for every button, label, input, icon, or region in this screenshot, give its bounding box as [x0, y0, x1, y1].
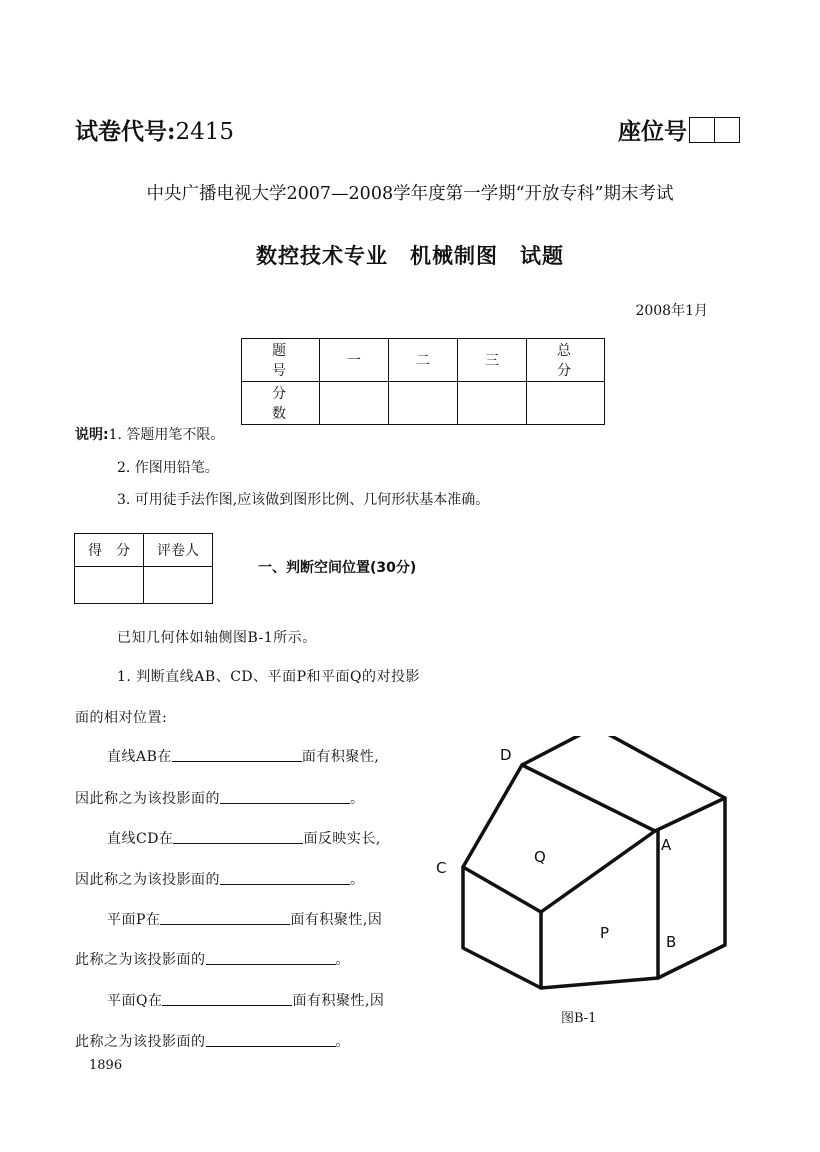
question-text: 面的相对位置: [75, 710, 168, 726]
exam-code-label: 试卷代号: [75, 118, 176, 145]
answer-blank[interactable] [173, 829, 303, 844]
section-heading: 一、判断空间位置(30分) [258, 560, 417, 576]
table-cell: 一 [320, 339, 389, 382]
figure-label-a: A [661, 836, 672, 854]
fill-text: 平面P在 [107, 912, 161, 928]
fill-text: 。 [350, 872, 365, 888]
fill-line [75, 1031, 350, 1051]
question-text: 1. 判断直线AB、CD、平面P和平面Q的对投影 [117, 669, 421, 685]
table-cell: 三 [458, 339, 527, 382]
answer-blank[interactable] [206, 950, 336, 965]
fill-line [75, 788, 365, 808]
fill-text: 。 [335, 952, 350, 968]
figure-label-p: P [600, 924, 610, 942]
figure-label-q: Q [534, 848, 546, 866]
table-cell: 总 分 [527, 339, 605, 382]
page-number: 1896 [89, 1058, 123, 1073]
fill-text: 直线CD在 [107, 831, 174, 847]
score-input-cell[interactable] [389, 382, 458, 425]
score-input-cell[interactable] [527, 382, 605, 425]
table-cell: 得 分 [75, 534, 144, 567]
note-prefix: 说明: [75, 427, 109, 443]
fill-line [107, 990, 384, 1010]
grader-input-cell[interactable] [144, 567, 213, 604]
exam-code-value: 2415 [175, 119, 235, 145]
seat-box[interactable] [690, 118, 714, 142]
figure-caption: 图B-1 [561, 1011, 597, 1026]
fill-line [107, 909, 382, 929]
score-table [241, 338, 609, 425]
answer-blank[interactable] [206, 1032, 336, 1047]
answer-blank[interactable] [172, 747, 302, 762]
seat-label: 座位号 [618, 118, 687, 145]
grader-table [74, 533, 213, 604]
figure-edge [595, 736, 725, 798]
exam-subtitle: 中央广播电视大学2007—2008学年度第一学期“开放专科”期末考试 [146, 184, 674, 204]
score-input-cell[interactable] [458, 382, 527, 425]
figure-label-d: D [500, 746, 512, 764]
table-row [75, 534, 213, 567]
answer-blank[interactable] [160, 910, 290, 925]
fill-line [75, 949, 350, 969]
table-row [242, 382, 605, 425]
figure-label-c: C [436, 859, 447, 877]
fill-text: 。 [350, 791, 365, 807]
exam-code [75, 113, 234, 146]
table-cell: 题 号 [242, 339, 320, 382]
fill-text: 面有积聚性,因 [290, 912, 383, 928]
table-cell: 评卷人 [144, 534, 213, 567]
figure-edge [655, 798, 725, 831]
answer-blank[interactable] [220, 789, 350, 804]
seat-number [618, 113, 740, 146]
score-input-cell[interactable] [320, 382, 389, 425]
score-input-cell[interactable] [75, 567, 144, 604]
exam-date: 2008年1月 [635, 303, 708, 319]
fill-text: 面有积聚性, [301, 749, 380, 765]
fill-text: 面有积聚性,因 [292, 993, 385, 1009]
fill-text: 此称之为该投影面的 [75, 952, 206, 968]
fill-text: 平面Q在 [107, 993, 163, 1009]
figure-edge [522, 765, 655, 831]
section-intro: 已知几何体如轴侧图B-1所示。 [117, 630, 317, 646]
fill-text: 直线AB在 [107, 749, 172, 765]
fill-text: 面反映实长, [303, 831, 381, 847]
table-row [242, 339, 605, 382]
answer-blank[interactable] [162, 991, 292, 1006]
figure-edge [541, 831, 655, 912]
exam-title: 数控技术专业 机械制图 试题 [256, 244, 564, 268]
fill-text: 因此称之为该投影面的 [75, 791, 220, 807]
table-cell: 分 数 [242, 382, 320, 425]
note-item: 2. 作图用铅笔。 [117, 460, 219, 476]
fill-text: 因此称之为该投影面的 [75, 872, 220, 888]
fill-text: 。 [335, 1034, 350, 1050]
figure-outline [463, 736, 725, 988]
note-item: 3. 可用徒手法作图,应该做到图形比例、几何形状基本准确。 [117, 492, 490, 508]
fill-line [107, 828, 381, 848]
answer-blank[interactable] [220, 870, 350, 885]
seat-box[interactable] [714, 118, 739, 142]
figure-edge [463, 867, 541, 912]
note-text: 1. 答题用笔不限。 [108, 427, 225, 443]
note-item [75, 424, 224, 444]
fill-line [75, 869, 365, 889]
table-cell: 二 [389, 339, 458, 382]
fill-line [107, 746, 379, 766]
fill-text: 此称之为该投影面的 [75, 1034, 206, 1050]
seat-boxes[interactable] [689, 117, 740, 143]
table-row [75, 567, 213, 604]
figure-label-b: B [666, 933, 677, 951]
isometric-figure [436, 736, 736, 1001]
